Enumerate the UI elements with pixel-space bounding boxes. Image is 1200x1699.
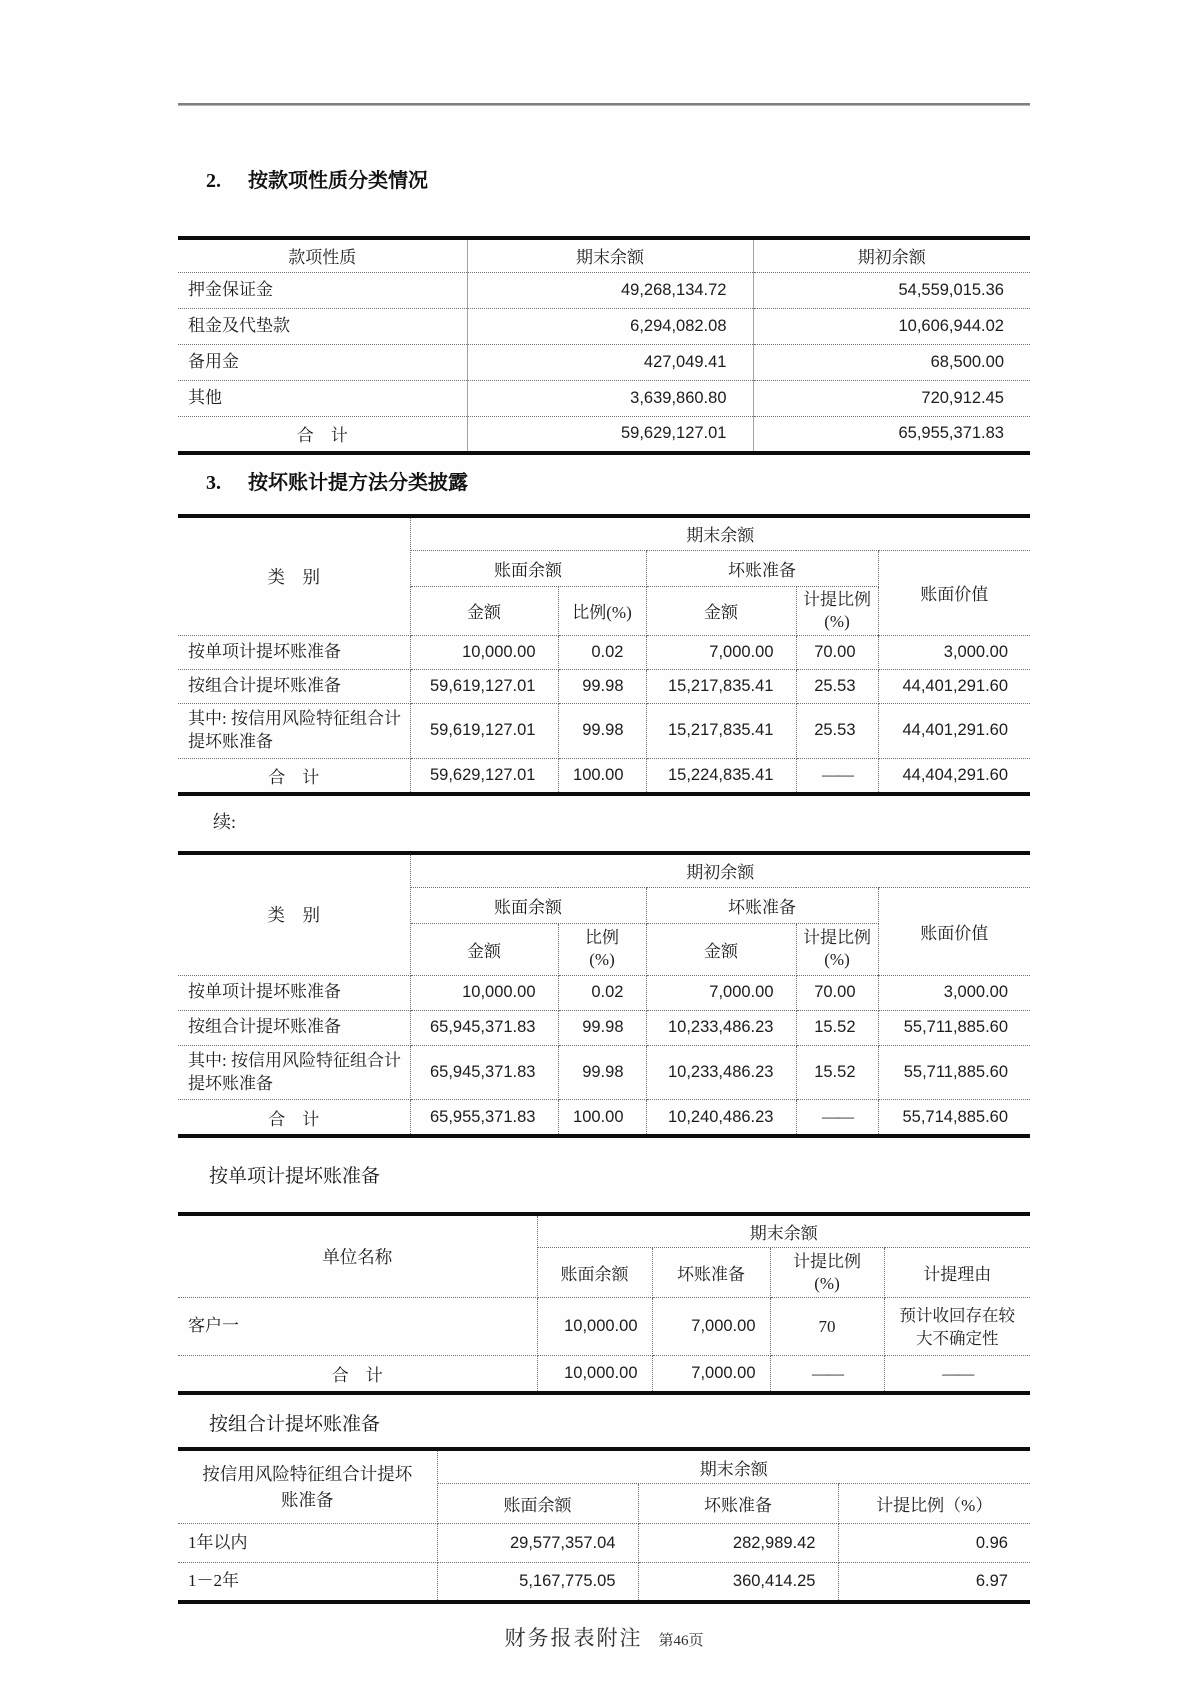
header-ending-balance: 期末余额 — [437, 1449, 1030, 1484]
header-bad-debt: 坏账准备 — [638, 1484, 838, 1524]
header-amount-2: 金额 — [646, 586, 796, 635]
header-ratio: 比例 (%) — [558, 923, 646, 975]
bad-debt-method-beginning-table — [178, 851, 1030, 1138]
ending-total: 59,629,127.01 — [467, 416, 753, 453]
reason-cell: 预计收回存在较大不确定性 — [884, 1298, 1030, 1356]
header-portfolio-category: 按信用风险特征组合计提坏账准备 — [178, 1449, 437, 1524]
header-provision-ratio: 计提比例（%） — [838, 1484, 1030, 1524]
value-cell: 15,217,835.41 — [646, 703, 796, 758]
table-row — [178, 975, 1030, 1010]
value-cell: 15.52 — [796, 1045, 878, 1100]
header-book-value: 账面价值 — [878, 887, 1030, 975]
header-book-value: 账面价值 — [878, 550, 1030, 635]
value-cell: 10,233,486.23 — [646, 1010, 796, 1045]
value-cell: 99.98 — [558, 669, 646, 703]
beginning-value: 720,912.45 — [753, 380, 1030, 416]
row-label: 按单项计提坏账准备 — [178, 975, 410, 1010]
value-cell: 99.98 — [558, 703, 646, 758]
table-row — [178, 272, 1030, 308]
value-cell: 3,000.00 — [878, 975, 1030, 1010]
row-label: 其中: 按信用风险特征组合计提坏账准备 — [178, 703, 410, 758]
value-cell: 10,233,486.23 — [646, 1045, 796, 1100]
value-cell: 100.00 — [558, 1100, 646, 1136]
value-cell: 70.00 — [796, 975, 878, 1010]
header-row-period — [178, 516, 1030, 550]
total-row — [178, 758, 1030, 794]
value-cell: 7,000.00 — [646, 635, 796, 669]
value-cell: 29,577,357.04 — [437, 1524, 638, 1563]
footer-page-number: 第46页 — [658, 1632, 704, 1649]
row-label: 押金保证金 — [178, 272, 467, 308]
value-cell: 99.98 — [558, 1045, 646, 1100]
value-cell: 10,000.00 — [410, 975, 558, 1010]
row-label: 按组合计提坏账准备 — [178, 669, 410, 703]
table-row — [178, 380, 1030, 416]
header-bad-debt: 坏账准备 — [646, 550, 878, 586]
row-label: 客户一 — [178, 1298, 537, 1356]
portfolio-provision-table — [178, 1447, 1030, 1604]
value-cell: 15.52 — [796, 1010, 878, 1045]
section-2-title: 按款项性质分类情况 — [248, 170, 428, 192]
header-entity: 单位名称 — [178, 1214, 537, 1298]
value-cell: 10,000.00 — [537, 1356, 652, 1393]
header-book-balance: 账面余额 — [537, 1248, 652, 1298]
header-ending-balance: 期末余额 — [537, 1214, 1030, 1248]
table-row — [178, 703, 1030, 758]
value-cell: 44,404,291.60 — [902, 765, 1009, 784]
total-row — [178, 1356, 1030, 1393]
value-cell: 0.02 — [558, 975, 646, 1010]
dash-cell: —— — [796, 758, 878, 794]
portfolio-heading: 按组合计提坏账准备 — [209, 1413, 381, 1435]
page-content — [178, 103, 1030, 1652]
value-cell: 55,711,885.60 — [878, 1010, 1030, 1045]
header-nature: 款项性质 — [178, 238, 467, 272]
value-cell: 7,000.00 — [652, 1356, 770, 1393]
value-cell: 70.00 — [796, 635, 878, 669]
payment-nature-table — [178, 236, 1030, 455]
value-cell: 0.02 — [558, 635, 646, 669]
header-category: 类 别 — [178, 516, 410, 635]
header-row-period — [178, 1449, 1030, 1484]
header-beginning-balance: 期初余额 — [410, 853, 1030, 887]
ending-value: 3,639,860.80 — [467, 380, 753, 416]
value-cell: 65,945,371.83 — [410, 1045, 558, 1100]
value-cell: 25.53 — [796, 703, 878, 758]
beginning-total: 65,955,371.83 — [898, 424, 1004, 443]
value-cell: 59,619,127.01 — [410, 669, 558, 703]
header-provision-ratio: 计提比例 (%) — [796, 586, 878, 635]
dash-cell: —— — [796, 1100, 878, 1136]
section-3-title: 按坏账计提方法分类披露 — [248, 472, 468, 494]
value-cell: 3,000.00 — [878, 635, 1030, 669]
total-row — [178, 416, 1030, 453]
value-cell: 10,240,486.23 — [646, 1100, 796, 1136]
header-ending-balance: 期末余额 — [467, 238, 753, 272]
header-amount: 金额 — [410, 586, 558, 635]
value-cell: 55,711,885.60 — [878, 1045, 1030, 1100]
header-book-balance: 账面余额 — [410, 887, 646, 923]
header-amount-2: 金额 — [646, 923, 796, 975]
header-book-balance: 账面余额 — [410, 550, 646, 586]
header-provision-ratio: 计提比例 (%) — [770, 1248, 884, 1298]
header-rule — [178, 103, 1030, 106]
header-bad-debt: 坏账准备 — [646, 887, 878, 923]
row-label: 按组合计提坏账准备 — [178, 1010, 410, 1045]
total-label: 合 计 — [178, 1356, 537, 1393]
value-cell: 5,167,775.05 — [437, 1563, 638, 1602]
table-row — [178, 344, 1030, 380]
value-cell: 59,629,127.01 — [410, 758, 558, 794]
header-row-period — [178, 1214, 1030, 1248]
header-book-balance: 账面余额 — [437, 1484, 638, 1524]
header-ratio: 比例(%) — [558, 586, 646, 635]
row-label: 租金及代垫款 — [178, 308, 467, 344]
table-row — [178, 1563, 1030, 1602]
section-2-heading — [178, 166, 1030, 196]
row-label: 其中: 按信用风险特征组合计提坏账准备 — [178, 1045, 410, 1100]
value-cell: 44,401,291.60 — [878, 703, 1030, 758]
table-row — [178, 635, 1030, 669]
single-item-heading: 按单项计提坏账准备 — [209, 1165, 381, 1187]
table-row — [178, 1524, 1030, 1563]
total-label: 合 计 — [178, 1100, 410, 1136]
value-cell: 25.53 — [796, 669, 878, 703]
section-3-number: 3. — [206, 472, 221, 494]
header-ending-balance: 期末余额 — [410, 516, 1030, 550]
value-cell: 44,401,291.60 — [878, 669, 1030, 703]
value-cell: 10,000.00 — [410, 635, 558, 669]
dash-cell: —— — [942, 1363, 973, 1383]
beginning-value: 54,559,015.36 — [753, 272, 1030, 308]
section-2-number: 2. — [206, 170, 221, 192]
value-cell: 65,955,371.83 — [410, 1100, 558, 1136]
value-cell: 100.00 — [558, 758, 646, 794]
page-footer — [178, 1622, 1030, 1652]
row-label: 按单项计提坏账准备 — [178, 635, 410, 669]
value-cell: 10,000.00 — [537, 1298, 652, 1356]
value-cell: 7,000.00 — [652, 1298, 770, 1356]
value-cell: 70 — [770, 1298, 884, 1356]
ending-value: 427,049.41 — [467, 344, 753, 380]
single-item-provision-table — [178, 1212, 1030, 1395]
value-cell: 0.96 — [838, 1524, 1030, 1563]
value-cell: 7,000.00 — [646, 975, 796, 1010]
continued-label: 续: — [213, 812, 237, 833]
row-label: 备用金 — [178, 344, 467, 380]
value-cell: 99.98 — [558, 1010, 646, 1045]
total-label: 合 计 — [178, 416, 467, 453]
row-label: 其他 — [178, 380, 467, 416]
value-cell: 360,414.25 — [638, 1563, 838, 1602]
total-label: 合 计 — [178, 758, 410, 794]
table-header-row — [178, 238, 1030, 272]
value-cell: 282,989.42 — [638, 1524, 838, 1563]
header-provision-ratio: 计提比例 (%) — [796, 923, 878, 975]
table-row — [178, 1045, 1030, 1100]
header-amount: 金额 — [410, 923, 558, 975]
table-row — [178, 669, 1030, 703]
bad-debt-method-ending-table — [178, 514, 1030, 796]
value-cell: 15,217,835.41 — [646, 669, 796, 703]
header-bad-debt: 坏账准备 — [652, 1248, 770, 1298]
section-3-heading — [178, 468, 1030, 498]
row-label: 1年以内 — [178, 1524, 437, 1563]
beginning-value: 10,606,944.02 — [753, 308, 1030, 344]
header-reason: 计提理由 — [884, 1248, 1030, 1298]
value-cell: 59,619,127.01 — [410, 703, 558, 758]
beginning-value: 68,500.00 — [753, 344, 1030, 380]
row-label: 1－2年 — [178, 1563, 437, 1602]
table-row — [178, 308, 1030, 344]
table-row — [178, 1298, 1030, 1356]
value-cell: 15,224,835.41 — [646, 758, 796, 794]
dash-cell: —— — [770, 1356, 884, 1393]
header-beginning-balance: 期初余额 — [753, 238, 1030, 272]
table-row — [178, 1010, 1030, 1045]
header-category: 类 别 — [178, 853, 410, 975]
header-row-period — [178, 853, 1030, 887]
value-cell: 65,945,371.83 — [410, 1010, 558, 1045]
total-row — [178, 1100, 1030, 1136]
ending-value: 6,294,082.08 — [467, 308, 753, 344]
value-cell: 55,714,885.60 — [902, 1107, 1009, 1126]
footer-title: 财务报表附注 — [504, 1625, 643, 1650]
value-cell: 6.97 — [975, 1572, 1008, 1591]
ending-value: 49,268,134.72 — [467, 272, 753, 308]
